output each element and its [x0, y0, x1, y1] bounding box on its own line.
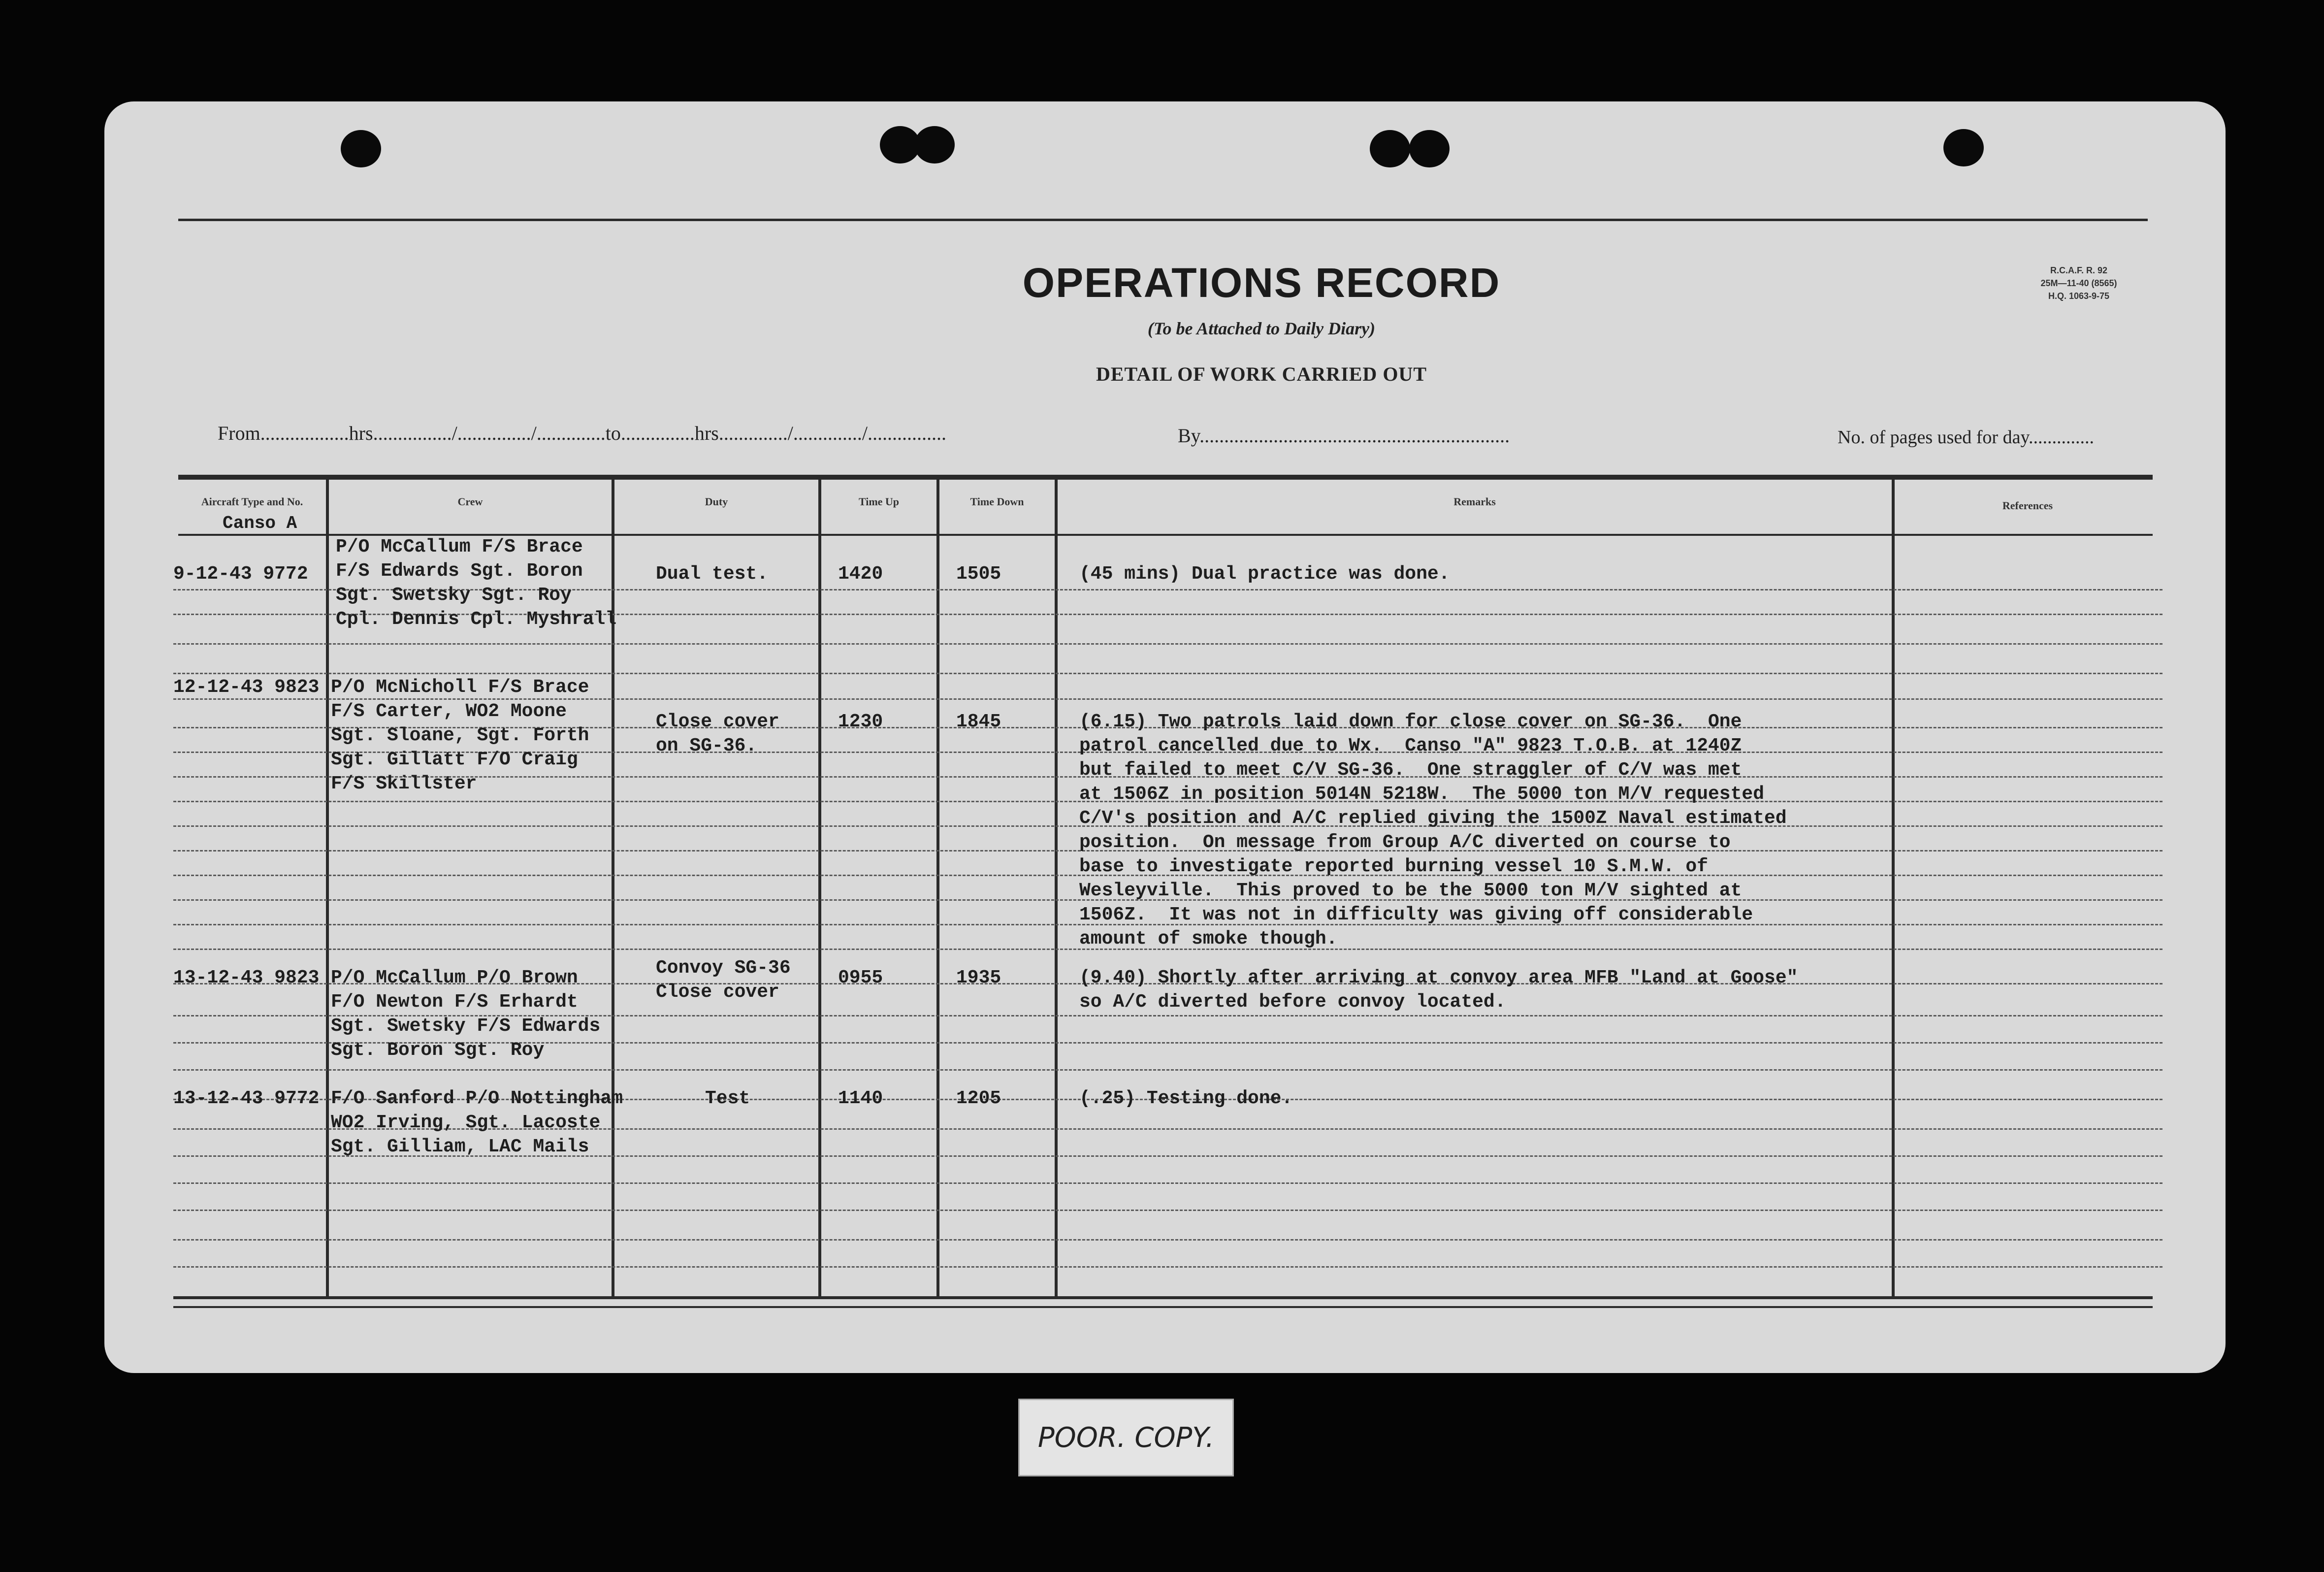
entry-remarks: (6.15) Two patrols laid down for close cover on SG-36. One patrol cancelled due to Wx. Canso "A" 9823 T.O.B. at 1240Z but failed to meet C/V SG-36. One straggler of C/V was met at 1506Z in position 5014N 5218W. The 5000 ton M/V requested C/V's position and A/C replied giving the 1500Z Naval estimated position. On message from Group A/C diverted on course to base to investigate reported burning vessel 10 S.M.W. of Wesleyville. This proved to be the 5000 ton M/V sighted at 1506Z. It was not in difficulty was giving off considerable amount of smoke though. — [1079, 711, 1787, 950]
column-header-remarks: Remarks — [1453, 495, 1496, 508]
column-divider — [326, 478, 329, 1298]
punch-hole — [1943, 129, 1984, 166]
by-line: By............................................................... — [1178, 425, 1510, 447]
column-header-crew: Crew — [457, 495, 483, 508]
page-subtitle: (To be Attached to Daily Diary) — [1147, 319, 1376, 338]
ruled-line — [173, 1210, 2163, 1212]
punch-hole — [1370, 130, 1410, 167]
table-bottom-rule — [173, 1296, 2153, 1299]
entry-remarks: (9.40) Shortly after arriving at convoy area MFB "Land at Goose" so A/C diverted before convoy located. — [1079, 967, 1798, 1013]
entry-time-up: 1420 — [838, 563, 883, 585]
aircraft-type: Canso A — [223, 513, 297, 533]
column-divider — [936, 478, 939, 1298]
column-divider — [818, 478, 821, 1298]
column-divider — [1892, 478, 1895, 1298]
form-code-line: H.Q. 1063-9-75 — [2048, 291, 2110, 301]
ruled-line — [173, 1182, 2163, 1185]
entry-duty: Convoy SG-36 Close cover — [656, 957, 791, 1003]
pages-used-line: No. of pages used for day.............. — [1838, 427, 2094, 448]
ruled-line — [173, 1069, 2163, 1072]
entry-duty: Dual test. — [656, 563, 769, 585]
entry-duty: Test — [705, 1088, 750, 1109]
top-rule — [178, 219, 2148, 221]
from-line: From..................hrs................/.............../..............to...............hrs............../............../................ — [218, 422, 947, 444]
entry-time-down: 1205 — [956, 1088, 1001, 1109]
ruled-line — [173, 1239, 2163, 1242]
entry-aircraft: 12-12-43 9823 — [173, 677, 320, 698]
punch-hole — [341, 130, 381, 167]
entry-time-down: 1505 — [956, 563, 1001, 585]
table-bottom-rule — [173, 1306, 2153, 1308]
entry-crew: P/O McCallum P/O Brown F/O Newton F/S Erhardt Sgt. Swetsky F/S Edwards Sgt. Boron Sgt. Roy — [331, 967, 601, 1061]
entry-time-down: 1935 — [956, 967, 1001, 988]
entry-remarks: (45 mins) Dual practice was done. — [1079, 563, 1450, 585]
punch-hole — [914, 126, 955, 164]
form-code-line: 25M—11-40 (8565) — [2040, 278, 2117, 288]
column-header-time-down: Time Down — [970, 495, 1024, 508]
punch-hole — [1409, 130, 1450, 167]
entry-crew: P/O McNicholl F/S Brace F/S Carter, WO2 Moone Sgt. Sloane, Sgt. Forth Sgt. Gillatt F/O Craig F/S Skillster — [331, 677, 589, 794]
column-header-duty: Duty — [705, 495, 728, 508]
detail-heading: DETAIL OF WORK CARRIED OUT — [1096, 363, 1427, 385]
column-header-time-up: Time Up — [858, 495, 900, 508]
entry-time-up: 1230 — [838, 711, 883, 732]
entry-time-up: 0955 — [838, 967, 883, 988]
column-divider — [1055, 478, 1058, 1298]
operations-record-card — [104, 101, 2226, 1373]
table-top-rule — [178, 475, 2153, 480]
column-header-references: References — [2002, 499, 2053, 512]
form-code-line: R.C.A.F. R. 92 — [2050, 265, 2108, 275]
entry-time-up: 1140 — [838, 1088, 883, 1109]
entry-aircraft: 13-12-43 9772 — [173, 1088, 320, 1109]
ruled-line — [173, 1266, 2163, 1269]
entry-time-down: 1845 — [956, 711, 1001, 732]
entry-crew: F/O Sanford P/O Nottingham WO2 Irving, Sgt. Lacoste Sgt. Gilliam, LAC Mails — [331, 1088, 623, 1157]
entry-aircraft: 13-12-43 9823 — [173, 967, 320, 988]
entry-remarks: (.25) Testing done. — [1079, 1088, 1293, 1109]
page-title: OPERATIONS RECORD — [1022, 260, 1501, 306]
column-header-aircraft: Aircraft Type and No. — [201, 495, 303, 508]
entry-aircraft: 9-12-43 9772 — [173, 563, 308, 585]
ruled-line — [173, 643, 2163, 646]
form-code — [1990, 264, 2167, 302]
entry-duty: Close cover on SG-36. — [656, 711, 779, 756]
entry-crew: P/O McCallum F/S Brace F/S Edwards Sgt. Boron Sgt. Swetsky Sgt. Roy Cpl. Dennis Cpl. Myshrall — [336, 536, 617, 630]
poor-copy-stamp: POOR. COPY. — [1018, 1399, 1234, 1476]
